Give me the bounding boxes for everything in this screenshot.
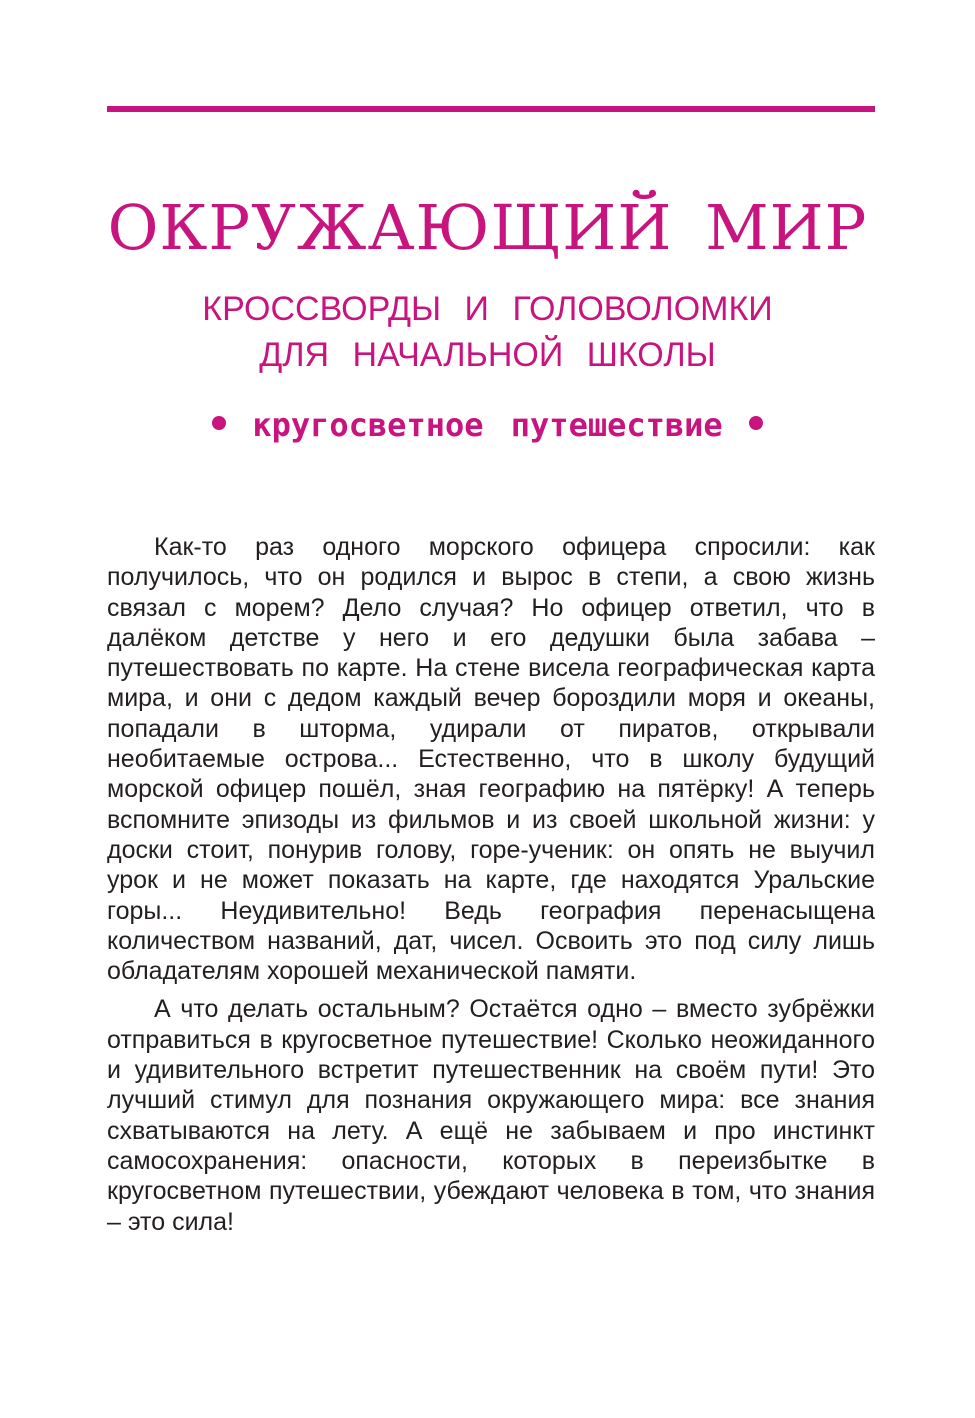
tagline-text: кругосветное путешествие	[252, 406, 723, 444]
subtitle-line-2: ДЛЯ НАЧАЛЬНОЙ ШКОЛЫ	[259, 336, 716, 374]
bullet-dot-right-icon	[749, 416, 763, 430]
bullet-dot-left-icon	[212, 416, 226, 430]
book-subtitle	[0, 286, 975, 378]
subtitle-line-1: КРОССВОРДЫ И ГОЛОВОЛОМКИ	[202, 290, 773, 328]
intro-text	[107, 532, 875, 1245]
series-tagline	[0, 402, 975, 448]
paragraph-1: Как-то раз одного морского офицера спросили: как получилось, что он родился и вырос в степи, а свою жизнь связал с морем? Дело случая? Но офицер ответил, что в далёком детстве у него и его дедушки была забава – путешествовать по карте. На стене висела географическая карта мира, и они с дедом каждый вечер бороздили моря и океаны, попадали в шторма, удирали от пиратов, открывали необитаемые острова... Естественно, что в школу будущий морской офицер пошёл, зная географию на пятёрку! А теперь вспомните эпизоды из фильмов и из своей школьной жизни: у доски стоит, понурив голову, горе-ученик: он опять не выучил урок и не может показать на карте, где находятся Уральские горы... Неудивительно! Ведь география перенасыщена количеством названий, дат, чисел. Освоить это под силу лишь обладателям хорошей механической памяти.	[107, 533, 875, 986]
book-title: ОКРУЖАЮЩИЙ МИР	[107, 191, 868, 264]
top-divider-rule	[107, 106, 875, 112]
paragraph-2: А что делать остальным? Остаётся одно – вместо зубрёжки отправиться в кругосветное путешествие! Сколько неожиданного и удивительного встретит путешественник на своём пути! Это лучший стимул для познания окружающего мира: все знания схватываются на лету. А ещё не забываем и про инстинкт самосохранения: опасности, которых в переизбытке в кругосветном путешествии, убеждают человека в том, что знания – это сила!	[107, 995, 875, 1236]
